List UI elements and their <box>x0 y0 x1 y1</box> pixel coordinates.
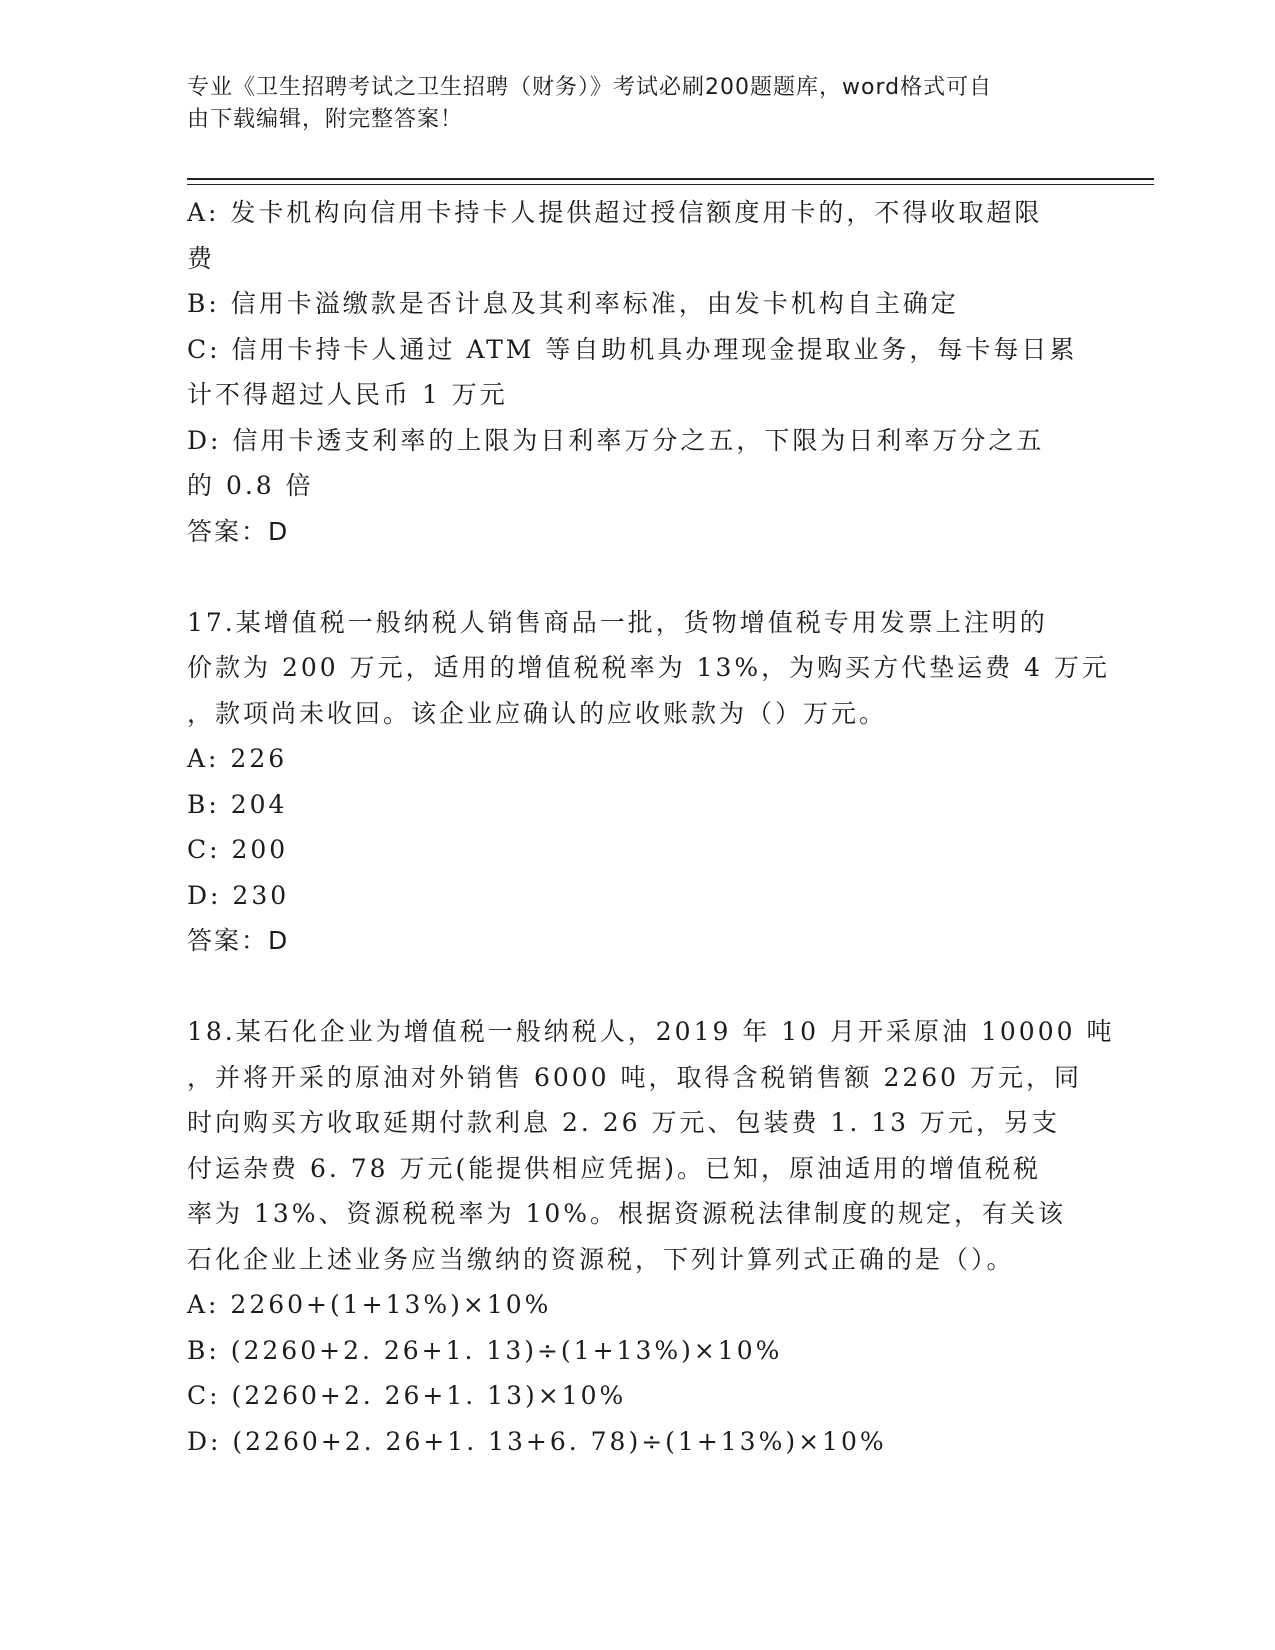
option-d: D: (2260+2. 26+1. 13+6. 78)÷(1+13%)×10% <box>187 1426 887 1456</box>
answer-16: 答案：D <box>187 516 290 546</box>
question-17-stem-line-2: 价款为 200 万元，适用的增值税税率为 13%，为购买方代垫运费 4 万元 <box>187 653 1110 682</box>
header-rule-thin <box>187 184 1154 185</box>
option-d-line-2: 的 0.8 倍 <box>187 471 314 500</box>
spacer <box>187 554 1082 600</box>
option-c-line-1: C: 信用卡持卡人通过 ATM 等自助机具办理现金提取业务，每卡每日累 <box>187 334 1078 364</box>
option-c-line-2: 计不得超过人民币 1 万元 <box>187 380 508 409</box>
question-18-stem-line-2: ，并将开采的原油对外销售 6000 吨，取得含税销售额 2260 万元，同 <box>187 1062 1083 1092</box>
question-block-18 <box>187 1009 1115 1464</box>
header-rule-thick <box>187 178 1154 180</box>
option-c: C: (2260+2. 26+1. 13)×10% <box>187 1381 627 1410</box>
answer-17: 答案：D <box>187 926 290 955</box>
option-a: A: 226 <box>187 744 288 773</box>
header-line-1: 专业《卫生招聘考试之卫生招聘（财务）》考试必刷200题题库，word格式可自 <box>187 75 993 100</box>
option-d: D: 230 <box>187 880 290 910</box>
option-a-line-2: 费 <box>187 243 216 273</box>
question-block-17 <box>187 600 1110 964</box>
question-17-stem-line-3: ，款项尚未收回。该企业应确认的应收账款为（）万元。 <box>187 698 888 728</box>
question-17-stem-line-1: 17.某增值税一般纳税人销售商品一批，货物增值税专用发票上注明的 <box>187 607 1048 637</box>
header-line-2: 由下载编辑，附完整答案！ <box>187 107 464 132</box>
spacer <box>187 964 1082 1010</box>
question-18-stem-line-4: 付运杂费 6. 78 万元(能提供相应凭据)。已知，原油适用的增值税税 <box>187 1153 1042 1183</box>
option-b: B: 信用卡溢缴款是否计息及其利率标准，由发卡机构自主确定 <box>187 289 959 318</box>
question-18-stem-line-1: 18.某石化企业为增值税一般纳税人，2019 年 10 月开采原油 10000 吨 <box>187 1017 1115 1046</box>
option-b: B: 204 <box>187 789 288 819</box>
option-a: A: 2260+(1+13%)×10% <box>187 1290 552 1319</box>
question-18-stem-line-5: 率为 13%、资源税税率为 10%。根据资源税法律制度的规定，有关该 <box>187 1199 1067 1228</box>
option-d-line-1: D: 信用卡透支利率的上限为日利率万分之五，下限为日利率万分之五 <box>187 425 1045 455</box>
option-a-line-1: A: 发卡机构向信用卡持卡人提供超过授信额度用卡的，不得收取超限 <box>187 198 1043 227</box>
question-18-stem-line-6: 石化企业上述业务应当缴纳的资源税，下列计算列式正确的是（）。 <box>187 1244 1015 1274</box>
question-block-16 <box>187 190 1082 554</box>
option-b: B: (2260+2. 26+1. 13)÷(1+13%)×10% <box>187 1335 783 1365</box>
document-body <box>187 190 1115 1464</box>
option-c: C: 200 <box>187 835 289 864</box>
question-18-stem-line-3: 时向购买方收取延期付款利息 2. 26 万元、包装费 1. 13 万元，另支 <box>187 1108 1061 1137</box>
document-header <box>187 72 1067 136</box>
